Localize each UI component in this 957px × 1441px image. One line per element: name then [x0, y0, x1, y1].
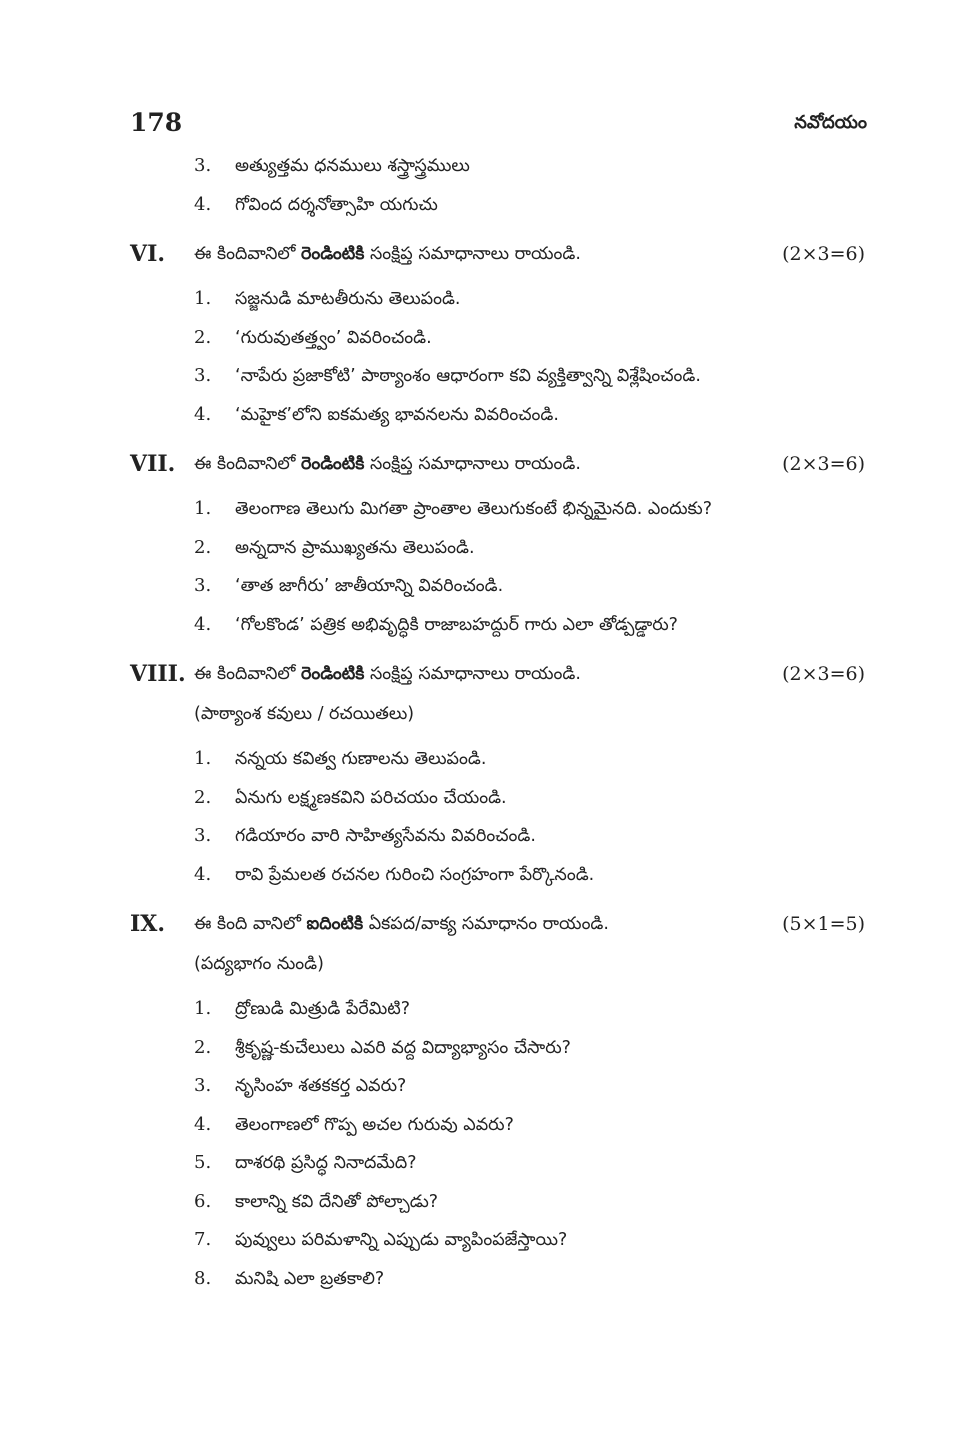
- item-number: 4.: [194, 1113, 212, 1135]
- instruction-prefix: ఈ కిందివానిలో: [194, 454, 301, 474]
- list-item: [194, 186, 865, 225]
- item-number: 4.: [194, 863, 212, 885]
- question-instruction: [194, 654, 865, 694]
- item-number: 8.: [194, 1267, 212, 1289]
- question-marks: (2×3=6): [782, 243, 865, 265]
- item-number: 7.: [194, 1229, 212, 1250]
- list-item: [194, 856, 865, 895]
- list-item: [194, 740, 865, 779]
- instruction-prefix: ఈ కిందివానిలో: [194, 664, 301, 684]
- question-item-list: [130, 990, 865, 1298]
- list-item: [194, 1260, 865, 1299]
- item-number: 3.: [194, 575, 212, 596]
- item-text: తెలంగాణలో గొప్ప అచల గురువు ఎవరు?: [235, 1114, 514, 1135]
- item-number: 1.: [194, 748, 212, 769]
- item-text: ద్రోణుడి మిత్రుడి పేరేమిటి?: [235, 999, 411, 1019]
- instruction-suffix: సంక్షిప్త సమాధానాలు రాయండి.: [364, 664, 581, 684]
- item-text: ‘మహైక’లోని ఐకమత్య భావనలను వివరించండి.: [235, 404, 559, 425]
- item-text: గోవింద దర్శనోత్సాహి యగుచు: [235, 194, 438, 215]
- question-marks: (2×3=6): [782, 453, 865, 475]
- item-text: ‘గోలకొండ’ పత్రిక అభివృద్ధికి రాజాబహద్దుర్ గారు ఎలా తోడ్పడ్డారు?: [235, 614, 678, 635]
- list-item: [194, 1106, 865, 1145]
- item-number: 2.: [194, 1036, 212, 1058]
- question-item-list: [130, 280, 865, 434]
- question-marks: (5×1=5): [782, 913, 865, 935]
- list-item: [194, 1067, 865, 1106]
- item-number: 3.: [194, 825, 212, 846]
- question-instruction: [194, 234, 865, 274]
- instruction-suffix: ఏకపద/వాక్య సమాధానం రాయండి.: [363, 914, 609, 934]
- item-number: 1.: [194, 288, 212, 309]
- item-text: అన్నదాన ప్రాముఖ్యతను తెలుపండి.: [235, 537, 475, 558]
- question-roman-number: VIII.: [130, 661, 186, 687]
- question-instruction: [194, 904, 865, 944]
- item-text: నన్నయ కవిత్వ గుణాలను తెలుపండి.: [235, 749, 487, 769]
- item-text: శ్రీకృష్ణ-కుచేలులు ఎవరి వద్ద విద్యాభ్యాసం చేసారు?: [235, 1037, 571, 1058]
- item-number: 5.: [194, 1152, 212, 1173]
- instruction-suffix: సంక్షిప్త సమాధానాలు రాయండి.: [364, 244, 581, 264]
- question-roman-number: VII.: [130, 451, 176, 477]
- item-number: 3.: [194, 155, 212, 176]
- item-text: గడియారం వారి సాహిత్యసేవను వివరించండి.: [235, 826, 536, 846]
- instruction-count-bold: రెండింటికి: [300, 664, 365, 684]
- list-item: [194, 280, 865, 319]
- item-text: పువ్వులు పరిమళాన్ని ఎప్పుడు వ్యాపింపజేస్తాయి?: [235, 1230, 568, 1250]
- running-head: నవోదయం: [794, 112, 867, 133]
- item-number: 4.: [194, 613, 212, 635]
- question-section-vii: [130, 444, 865, 644]
- list-item: [194, 817, 865, 856]
- list-item: [194, 779, 865, 818]
- list-item: [194, 567, 865, 606]
- instruction-prefix: ఈ కిందివానిలో: [194, 244, 301, 264]
- item-text: దాశరథి ప్రసిద్ధ నినాదమేది?: [235, 1153, 417, 1173]
- continued-item-list: [130, 147, 865, 224]
- item-number: 3.: [194, 1075, 212, 1096]
- list-item: [194, 490, 865, 529]
- question-subtitle: (పాఠ్యాంశ కవులు / రచయితలు): [194, 704, 415, 724]
- question-section-vi: [130, 234, 865, 434]
- question-item-list: [130, 740, 865, 894]
- list-item: [194, 357, 865, 396]
- item-number: 4.: [194, 403, 212, 425]
- question-roman-number: IX.: [130, 911, 166, 937]
- item-text: తెలంగాణ తెలుగు మిగతా ప్రాంతాల తెలుగుకంటే భిన్నమైనది. ఎందుకు?: [235, 499, 713, 519]
- list-item: [194, 319, 865, 358]
- question-item-list: [130, 490, 865, 644]
- item-text: ఏనుగు లక్ష్మణకవిని పరిచయం చేయండి.: [235, 787, 507, 808]
- instruction-count-bold: రెండింటికి: [300, 454, 365, 474]
- question-subtitle: (పద్యభాగం నుండి): [194, 954, 324, 974]
- question-heading: [130, 234, 865, 274]
- item-text: ‘నాపేరు ప్రజాకోటి’ పాఠ్యాంశం ఆధారంగా కవి వ్యక్తిత్వాన్ని విశ్లేషించండి.: [235, 366, 701, 386]
- list-item: [194, 529, 865, 568]
- item-text: అత్యుత్తమ ధనములు శస్త్రాస్త్రములు: [235, 156, 470, 176]
- list-item: [194, 396, 865, 435]
- instruction-count-bold: ఐదింటికి: [306, 914, 364, 934]
- list-item: [194, 1221, 865, 1260]
- item-number: 6.: [194, 1190, 212, 1212]
- page-number: 178: [130, 108, 183, 137]
- list-item: [194, 1144, 865, 1183]
- item-text: ‘తాత జాగీరు’ జాతీయాన్ని వివరించండి.: [235, 576, 504, 596]
- item-number: 1.: [194, 998, 212, 1019]
- item-number: 3.: [194, 365, 212, 386]
- question-heading: [130, 444, 865, 484]
- instruction-count-bold: రెండింటికి: [300, 244, 365, 264]
- item-text: కాలాన్ని కవి దేనితో పోల్చాడు?: [235, 1191, 439, 1212]
- question-section-viii: [130, 654, 865, 894]
- item-number: 1.: [194, 498, 212, 519]
- question-section-ix: [130, 904, 865, 1298]
- item-number: 4.: [194, 193, 212, 215]
- item-text: ‘గురువుతత్త్వం’ వివరించండి.: [235, 327, 432, 348]
- item-text: సజ్జనుడి మాటతీరును తెలుపండి.: [235, 289, 461, 309]
- item-number: 2.: [194, 536, 212, 558]
- list-item: [194, 990, 865, 1029]
- question-marks: (2×3=6): [782, 663, 865, 685]
- item-text: మనిషి ఎలా బ్రతకాలి?: [235, 1268, 385, 1289]
- item-number: 2.: [194, 326, 212, 348]
- list-item: [194, 1029, 865, 1068]
- list-item: [194, 147, 865, 186]
- question-heading: [130, 654, 865, 694]
- continued-question: [130, 147, 865, 224]
- item-text: నృసింహ శతకకర్త ఎవరు?: [235, 1076, 407, 1096]
- question-roman-number: VI.: [130, 241, 166, 267]
- list-item: [194, 606, 865, 645]
- page-content: [130, 147, 865, 1298]
- question-instruction: [194, 444, 865, 484]
- question-heading: [130, 904, 865, 944]
- instruction-prefix: ఈ కింది వానిలో: [194, 914, 307, 934]
- instruction-suffix: సంక్షిప్త సమాధానాలు రాయండి.: [364, 454, 581, 474]
- item-text: రావి ప్రేమలత రచనల గురించి సంగ్రహంగా పేర్కొనండి.: [235, 864, 595, 885]
- item-number: 2.: [194, 786, 212, 808]
- list-item: [194, 1183, 865, 1222]
